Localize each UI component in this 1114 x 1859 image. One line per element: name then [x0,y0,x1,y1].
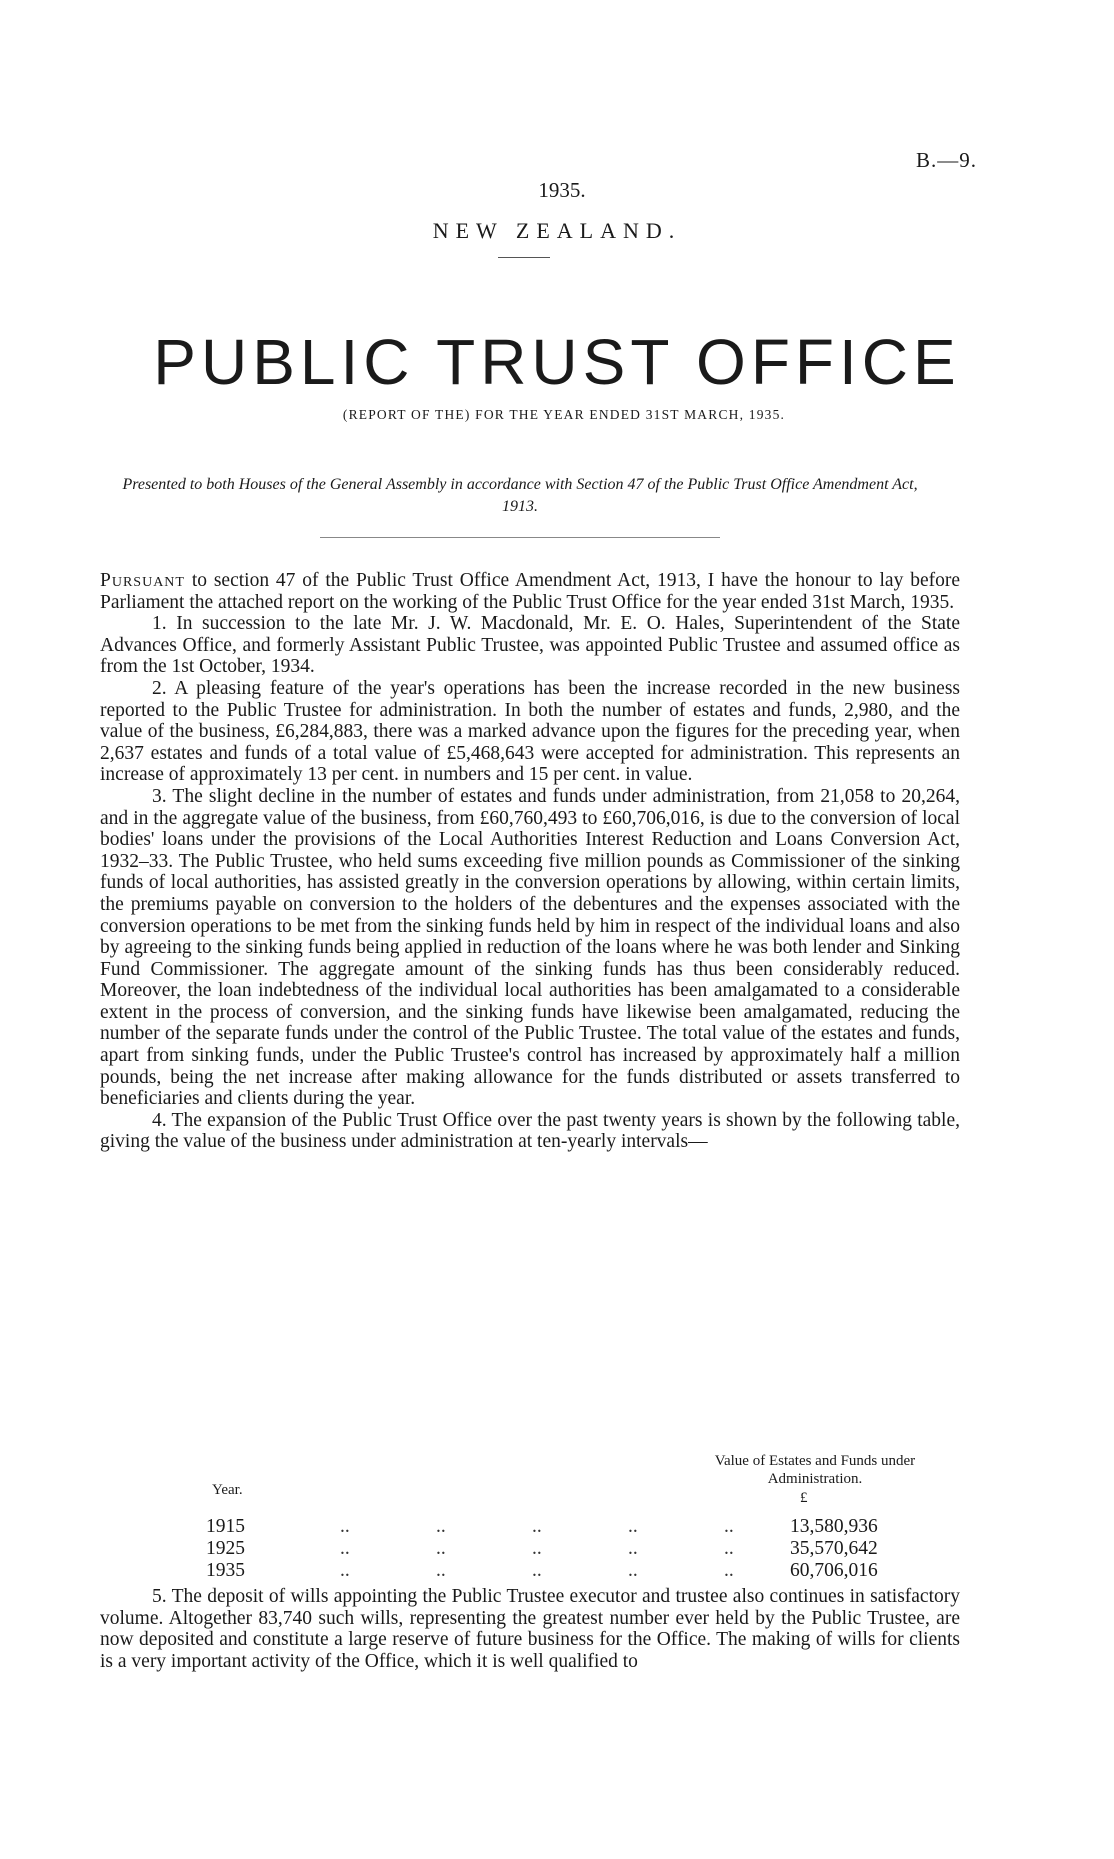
paragraph-4: 4. The expansion of the Public Trust Office over the past twenty years is shown by the following table, giving the value of the business under administration at ten-yearly intervals— [100,1109,960,1153]
long-rule-divider [320,537,720,538]
table-row [100,1538,960,1560]
pound-unit: £ [800,1490,808,1506]
row-year: 1925 [206,1538,245,1559]
short-rule-divider [498,257,550,258]
report-year: 1935. [538,178,586,202]
report-body-continued [100,1586,960,1672]
intro-paragraph [100,570,960,613]
intro-lead-word: Pursuant [100,570,185,591]
row-value: 35,570,642 [790,1538,878,1559]
row-leader: .. .. .. .. .. [340,1560,734,1581]
paragraph-1: 1. In succession to the late Mr. J. W. Macdonald, Mr. E. O. Hales, Superintendent of the State Advances Office, and formerly Assistant Public Trustee, was appointed Public Trustee and assumed office as from the 1st October, 1934. [100,613,960,678]
paragraph-3: 3. The slight decline in the number of estates and funds under administration, from 21,058 to 20,264, and in the aggregate value of the business, from £60,760,493 to £60,706,016, is due to the conversion of local bodies' loans under the provisions of the Local Authorities Interest Reduction and Loans Conversion Act, 1932–33. The Public Trustee, who held sums exceeding five million pounds as Commissioner of the sinking funds of local authorities, has assisted greatly in the conversion operations by allowing, within certain limits, the premiums payable on conversion to the holders of the debentures and the expenses associated with the conversion operations to be met from the sinking funds held by him in respect of the individual loans and also by agreeing to the sinking funds being applied in reduction of the loans where he was both lender and Sinking Fund Commissioner. The aggregate amount of the sinking funds has thus been considerably reduced. Moreover, the loan indebtedness of the individual local authorities has been amalgamated to a considerable extent in the process of conversion, and the sinking funds have likewise been amalgamated, reducing the number of the separate funds under the control of the Public Trustee. The total value of the estates and funds, apart from sinking funds, under the Public Trustee's control has increased by approximately half a million pounds, being the net increase after making allowance for the funds distributed or assets transferred to beneficiaries and clients during the year. [100,785,960,1110]
row-value: 60,706,016 [790,1560,878,1581]
row-value: 13,580,936 [790,1516,878,1537]
table-row [100,1516,960,1538]
column-header-value: Value of Estates and Funds under Administration. [714,1453,916,1487]
report-subtitle: (REPORT OF THE) FOR THE YEAR ENDED 31ST MARCH, 1935. [342,407,786,422]
row-leader: .. .. .. .. .. [340,1538,734,1559]
intro-text: to section 47 of the Public Trust Office Amendment Act, 1913, I have the honour to lay before Parliament the attached report on the working of the Public Trust Office for the year ended 31st March, 1935. [100,570,960,613]
paragraph-5: 5. The deposit of wills appointing the Public Trustee executor and trustee also continues in satisfactory volume. Altogether 83,740 such wills, representing the greatest number ever held by the Public Trustee, are now deposited and constitute a large reserve of future business for the Office. The making of wills for clients is a very important activity of the Office, which it is well qualified to [100,1586,960,1672]
country-heading: NEW ZEALAND. [432,218,682,243]
table-row [100,1560,960,1582]
column-header-year: Year. [212,1482,243,1498]
paragraph-2: 2. A pleasing feature of the year's operations has been the increase recorded in the new business reported to the Public Trustee for administration. In both the number of estates and funds, 2,980, and the value of the business, £6,284,883, there was a marked advance upon the figures for the preceding year, when 2,637 estates and funds of a total value of £5,468,643 were accepted for administration. This represents an increase of approximately 13 per cent. in numbers and 15 per cent. in value. [100,677,960,786]
row-year: 1915 [206,1516,245,1537]
page-ref: B.—9. [916,148,978,172]
presented-note: Presented to both Houses of the General Assembly in accordance with Section 47 of the Public Trust Office Amendment Act, 1913. [122,476,918,515]
row-year: 1935 [206,1560,245,1581]
report-body [100,570,960,1153]
row-leader: .. .. .. .. .. [340,1516,734,1537]
main-title: PUBLIC TRUST OFFICE [153,326,961,398]
value-table [100,1452,960,1582]
